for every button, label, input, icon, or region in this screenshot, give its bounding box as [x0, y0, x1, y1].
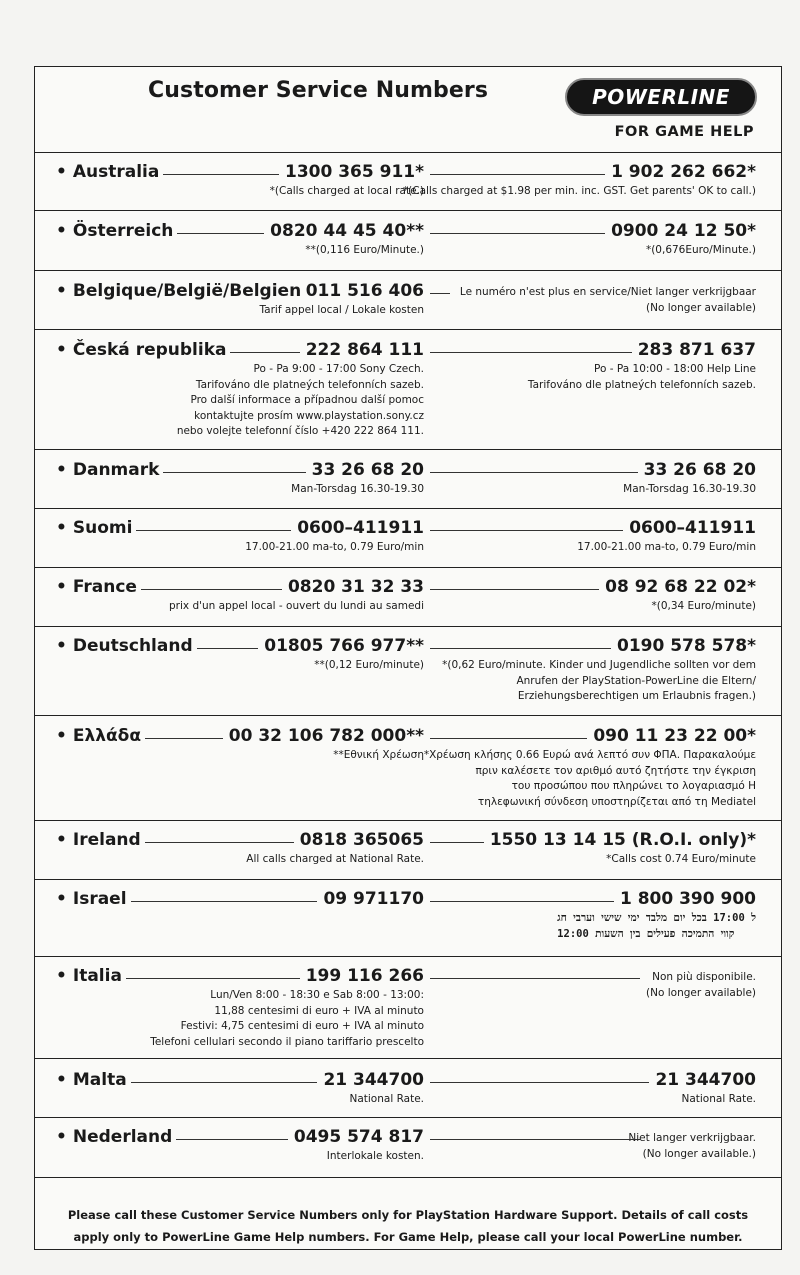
leader-line: [430, 978, 640, 979]
leader-line: [197, 648, 259, 649]
leader-line: [430, 293, 450, 294]
leader-line: [430, 901, 614, 902]
country-label: Nederland: [72, 1127, 173, 1147]
phone-number-primary: 199 116 266: [305, 966, 424, 986]
row-separator: [34, 1058, 782, 1059]
leader-line: [145, 738, 223, 739]
call-cost-note-primary: Po - Pa 9:00 - 17:00 Sony Czech. Tarifováno dle platneých telefonních sazeb. Pro další informace a případnou další pomoc kontaktujte prosím www.playstation.sony.cz nebo volejte telefonní číslo +420 222 864 111.: [176, 363, 424, 437]
leader-line: [430, 589, 599, 590]
bullet-icon: •: [56, 460, 67, 480]
country-label: Israel: [72, 889, 127, 909]
game-help-subtitle: FOR GAME HELP: [614, 124, 754, 140]
country-label: Österreich: [72, 221, 174, 241]
country-name: [56, 162, 159, 182]
row-separator: [34, 956, 782, 957]
country-row: [34, 577, 782, 612]
bullet-icon: •: [56, 1070, 67, 1090]
leader-line: [131, 1082, 318, 1083]
call-cost-note-secondary: Po - Pa 10:00 - 18:00 Help Line Tarifováno dle platneých telefonních sazeb.: [527, 363, 756, 391]
logo-text: POWERLINE: [592, 85, 730, 109]
row-separator: [34, 449, 782, 450]
country-row: [34, 221, 782, 256]
country-label: Deutschland: [72, 636, 193, 656]
leader-line: [430, 174, 605, 175]
country-name: [56, 1070, 127, 1090]
phone-number-secondary: 1 800 390 900: [619, 889, 756, 909]
leader-line: [131, 901, 318, 902]
leader-line: [163, 174, 279, 175]
leader-line: [430, 472, 638, 473]
leader-line: [163, 472, 305, 473]
bullet-icon: •: [56, 281, 67, 301]
row-separator: [34, 508, 782, 509]
leader-line: [230, 352, 299, 353]
phone-number-primary: 0495 574 817: [293, 1127, 424, 1147]
leader-line: [136, 530, 291, 531]
phone-number-secondary: 0600–411911: [629, 518, 756, 538]
bullet-icon: •: [56, 340, 67, 360]
country-row: [34, 162, 782, 197]
phone-number-primary: 01805 766 977**: [264, 636, 424, 656]
country-row: [34, 726, 782, 808]
row-separator: [34, 210, 782, 211]
call-cost-note-secondary: *Χρέωση κλήσης 0.66 Ευρώ ανά λεπτό συν ΦΠΑ. Παρακαλούμε πριν καλέσετε τον αριθμό αυτό ζητήστε την έγκριση του προσώπου που πληρώνει το λογαριασμό Η τηλεφωνική σύνδεση υποστηρίζεται από τη Mediatel: [423, 749, 756, 808]
call-cost-note-primary: *(Calls charged at local rate.): [269, 185, 424, 197]
country-row: [34, 966, 782, 1048]
phone-number-primary: 0820 44 45 40**: [270, 221, 424, 241]
leader-line: [430, 530, 623, 531]
call-cost-note-secondary: Niet langer verkrijgbaar. (No longer available.): [628, 1132, 756, 1160]
country-label: Česká republika: [72, 340, 227, 360]
row-separator: [34, 626, 782, 627]
phone-number-primary: 0600–411911: [297, 518, 424, 538]
phone-number-primary: 0820 31 32 33: [287, 577, 424, 597]
phone-number-secondary: 1550 13 14 15 (R.O.I. only)*: [489, 830, 756, 850]
call-cost-note-primary: **(0,116 Euro/Minute.): [305, 244, 424, 256]
call-cost-note-primary: **(0,12 Euro/minute): [314, 659, 424, 671]
phone-number-secondary: 0900 24 12 50*: [611, 221, 756, 241]
call-cost-note-secondary: *Calls cost 0.74 Euro/minute: [606, 853, 756, 865]
leader-line: [176, 1139, 288, 1140]
leader-line: [430, 352, 632, 353]
phone-number-primary: 222 864 111: [305, 340, 424, 360]
call-cost-note-primary: All calls charged at National Rate.: [246, 853, 424, 865]
call-cost-note-secondary: Man-Torsdag 16.30-19.30: [623, 483, 756, 495]
row-separator: [34, 879, 782, 880]
country-row: [34, 460, 782, 495]
country-name: [56, 340, 226, 360]
call-cost-note-primary: Lun/Ven 8:00 - 18:30 e Sab 8:00 - 13:00: 11,88 centesimi di euro + IVA al minuto Festivi: 4,75 centesimi di euro + IVA al minuto Telefoni cellulari secondo il piano tariffario prescelto: [150, 989, 424, 1048]
row-separator: [34, 567, 782, 568]
call-cost-note-secondary: Le numéro n'est plus en service/Niet langer verkrijgbaar (No longer available): [459, 286, 756, 314]
call-cost-note-secondary: *(0,62 Euro/minute. Kinder und Jugendliche sollten vor dem Anrufen der PlayStation-PowerLine die Eltern/ Erziehungsberechtigen um Erlaubnis fragen.): [442, 659, 756, 702]
call-cost-note-secondary: ל 17:00 בכל יום מלבד ימי שישי וערבי חג קווי התמיכה פעילים בין השעות 12:00: [557, 912, 756, 940]
country-name: [56, 636, 193, 656]
country-name: [56, 518, 132, 538]
country-label: Ελλάδα: [72, 726, 142, 746]
country-label: Danmark: [72, 460, 160, 480]
phone-number-secondary: 283 871 637: [637, 340, 756, 360]
bullet-icon: •: [56, 966, 67, 986]
bullet-icon: •: [56, 577, 67, 597]
leader-line: [430, 648, 611, 649]
call-cost-note-secondary: *(0,34 Euro/minute): [651, 600, 756, 612]
powerline-logo: [565, 78, 757, 116]
phone-number-secondary: 33 26 68 20: [643, 460, 756, 480]
call-cost-note-secondary: 17.00-21.00 ma-to, 0.79 Euro/min: [577, 541, 756, 553]
country-label: Belgique/België/Belgien: [72, 281, 302, 301]
call-cost-note-secondary: *(Calls charged at $1.98 per min. inc. GST. Get parents' OK to call.): [402, 185, 756, 197]
bullet-icon: •: [56, 889, 67, 909]
bullet-icon: •: [56, 162, 67, 182]
call-cost-note-secondary: Non più disponibile. (No longer available): [646, 971, 756, 999]
country-name: [56, 221, 173, 241]
phone-number-secondary: 08 92 68 22 02*: [605, 577, 756, 597]
country-row: [34, 518, 782, 553]
call-cost-note-primary: Interlokale kosten.: [326, 1150, 424, 1162]
row-separator: [34, 329, 782, 330]
row-separator: [34, 715, 782, 716]
country-row: [34, 1070, 782, 1105]
leader-line: [430, 233, 605, 234]
leader-line: [430, 738, 587, 739]
row-separator: [34, 1117, 782, 1118]
row-separator: [34, 1177, 782, 1178]
phone-number-primary: 33 26 68 20: [311, 460, 424, 480]
country-label: Italia: [72, 966, 122, 986]
call-cost-note-primary: Tarif appel local / Lokale kosten: [259, 304, 424, 316]
call-cost-note-secondary: National Rate.: [681, 1093, 756, 1105]
page-title: Customer Service Numbers: [148, 78, 489, 103]
bullet-icon: •: [56, 221, 67, 241]
country-name: [56, 1127, 172, 1147]
leader-line: [430, 1139, 640, 1140]
call-cost-note-primary: National Rate.: [349, 1093, 424, 1105]
country-name: [56, 577, 137, 597]
phone-number-primary: 09 971170: [323, 889, 424, 909]
leader-line: [430, 1082, 649, 1083]
call-cost-note-primary: **Εθνική Χρέωση: [333, 749, 424, 761]
phone-number-secondary: 21 344700: [655, 1070, 756, 1090]
row-separator: [34, 820, 782, 821]
country-name: [56, 830, 141, 850]
leader-line: [145, 842, 294, 843]
country-row: [34, 636, 782, 702]
country-label: France: [72, 577, 137, 597]
call-cost-note-primary: Man-Torsdag 16.30-19.30: [291, 483, 424, 495]
call-cost-note-primary: prix d'un appel local - ouvert du lundi au samedi: [169, 600, 424, 612]
leader-line: [430, 842, 484, 843]
country-row: [34, 281, 782, 316]
country-name: [56, 966, 122, 986]
country-row: [34, 889, 782, 940]
leader-line: [141, 589, 282, 590]
bullet-icon: •: [56, 726, 67, 746]
country-label: Ireland: [72, 830, 141, 850]
phone-number-secondary: 0190 578 578*: [616, 636, 756, 656]
country-row: [34, 340, 782, 437]
bullet-icon: •: [56, 830, 67, 850]
phone-number-primary: 1300 365 911*: [284, 162, 424, 182]
bullet-icon: •: [56, 636, 67, 656]
call-cost-note-secondary: *(0,676Euro/Minute.): [645, 244, 756, 256]
country-label: Malta: [72, 1070, 127, 1090]
phone-number-secondary: 1 902 262 662*: [611, 162, 756, 182]
country-label: Australia: [72, 162, 160, 182]
row-separator: [34, 270, 782, 271]
phone-number-primary: 0818 365065: [299, 830, 424, 850]
country-row: [34, 830, 782, 865]
bullet-icon: •: [56, 518, 67, 538]
phone-number-primary: 00 32 106 782 000**: [228, 726, 424, 746]
phone-number-primary: 011 516 406: [305, 281, 424, 301]
footer-note: Please call these Customer Service Numbers only for PlayStation Hardware Support. Details of call costs apply only to PowerLine Game Help numbers. For Game Help, please call your local PowerLine number.: [67, 1208, 749, 1244]
leader-line: [126, 978, 300, 979]
bullet-icon: •: [56, 1127, 67, 1147]
country-name: [56, 889, 127, 909]
phone-number-primary: 21 344700: [323, 1070, 424, 1090]
country-label: Suomi: [72, 518, 133, 538]
country-name: [56, 726, 141, 746]
country-row: [34, 1127, 782, 1162]
row-separator: [34, 152, 782, 153]
country-name: [56, 281, 301, 301]
call-cost-note-primary: 17.00-21.00 ma-to, 0.79 Euro/min: [245, 541, 424, 553]
country-name: [56, 460, 159, 480]
phone-number-secondary: 090 11 23 22 00*: [593, 726, 756, 746]
leader-line: [177, 233, 264, 234]
